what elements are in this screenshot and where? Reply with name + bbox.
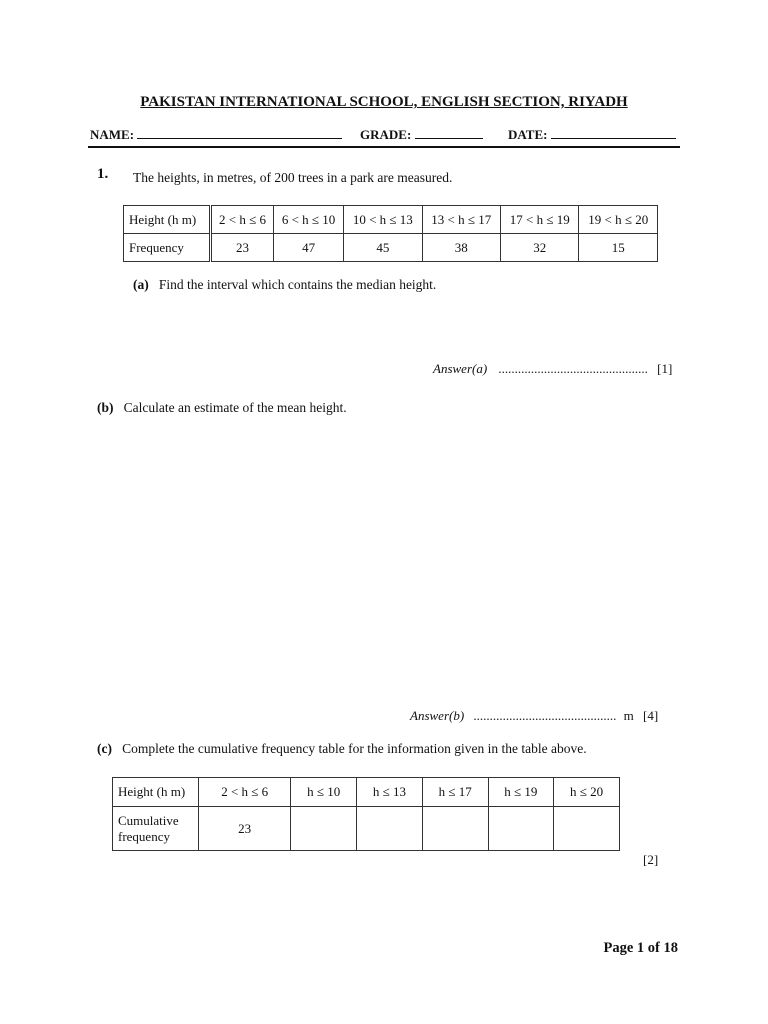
part-a-label: (a) (133, 277, 149, 292)
header-divider (88, 146, 680, 148)
page-of-label: of (647, 940, 660, 956)
name-label: NAME: (90, 127, 135, 142)
interval-cell: 10 < h ≤ 13 (344, 206, 422, 234)
part-a-prompt (133, 277, 436, 293)
name-field (90, 127, 342, 143)
cf-header-cell: 2 < h ≤ 6 (199, 778, 291, 807)
cf-input-cell[interactable] (291, 807, 357, 851)
cf-header-cell: h ≤ 17 (422, 778, 488, 807)
frequency-cell: 38 (422, 234, 500, 262)
answer-a-label: Answer(a) (433, 361, 488, 376)
page-number: 1 (636, 940, 645, 956)
interval-cell: 19 < h ≤ 20 (579, 206, 658, 234)
interval-cell: 6 < h ≤ 10 (274, 206, 344, 234)
page-label: Page (603, 940, 634, 956)
question-number: 1. (97, 166, 109, 182)
question-stem: The heights, in metres, of 200 trees in a park are measured. (133, 170, 453, 185)
date-label: DATE: (508, 127, 548, 142)
answer-a-marks: [1] (657, 361, 673, 376)
cf-value-cell: 23 (199, 807, 291, 851)
frequency-cell: 45 (344, 234, 422, 262)
part-c-prompt (97, 741, 587, 757)
cumulative-frequency-table (112, 777, 620, 851)
answer-b-label: Answer(b) (410, 708, 465, 723)
interval-cell: 13 < h ≤ 17 (422, 206, 500, 234)
name-blank[interactable] (137, 127, 342, 139)
frequency-cell: 23 (211, 234, 274, 262)
grade-label: GRADE: (360, 127, 412, 142)
part-a-text: Find the interval which contains the median height. (158, 277, 437, 292)
table-row-label: Frequency (124, 234, 211, 262)
answer-b-line[interactable] (410, 708, 658, 724)
cf-input-cell[interactable] (488, 807, 554, 851)
part-b-prompt (97, 400, 347, 416)
answer-a-dots: .............................................. (498, 361, 648, 376)
frequency-cell: 32 (501, 234, 579, 262)
cf-input-cell[interactable] (357, 807, 423, 851)
frequency-cell: 15 (579, 234, 658, 262)
part-b-label: (b) (97, 400, 114, 415)
part-c-marks: [2] (643, 852, 659, 867)
interval-cell: 17 < h ≤ 19 (501, 206, 579, 234)
cf-header-cell: h ≤ 10 (291, 778, 357, 807)
part-c-label: (c) (97, 741, 112, 756)
grade-field (360, 127, 483, 143)
cf-header-cell: h ≤ 19 (488, 778, 554, 807)
school-title: PAKISTAN INTERNATIONAL SCHOOL, ENGLISH SECTION, RIYADH (140, 94, 628, 110)
cf-input-cell[interactable] (422, 807, 488, 851)
interval-cell: 2 < h ≤ 6 (211, 206, 274, 234)
frequency-cell: 47 (274, 234, 344, 262)
answer-b-unit: m (623, 708, 634, 723)
answer-a-line[interactable] (433, 361, 672, 377)
part-c-text: Complete the cumulative frequency table for the information given in the table above. (122, 741, 587, 756)
cf-header-cell: h ≤ 13 (357, 778, 423, 807)
grade-blank[interactable] (415, 127, 483, 139)
answer-b-marks: [4] (643, 708, 659, 723)
page-total: 18 (663, 940, 678, 956)
answer-b-dots: ............................................ (473, 708, 617, 723)
table-row-label: Cumulative frequency (113, 807, 199, 851)
date-blank[interactable] (551, 127, 676, 139)
page-footer (603, 940, 678, 957)
cf-header-cell: h ≤ 20 (554, 778, 620, 807)
date-field (508, 127, 676, 143)
cf-input-cell[interactable] (554, 807, 620, 851)
part-b-text: Calculate an estimate of the mean height. (123, 400, 347, 415)
table-row-label: Height (h m) (124, 206, 211, 234)
table-row-label: Height (h m) (113, 778, 199, 807)
frequency-table (123, 205, 658, 262)
